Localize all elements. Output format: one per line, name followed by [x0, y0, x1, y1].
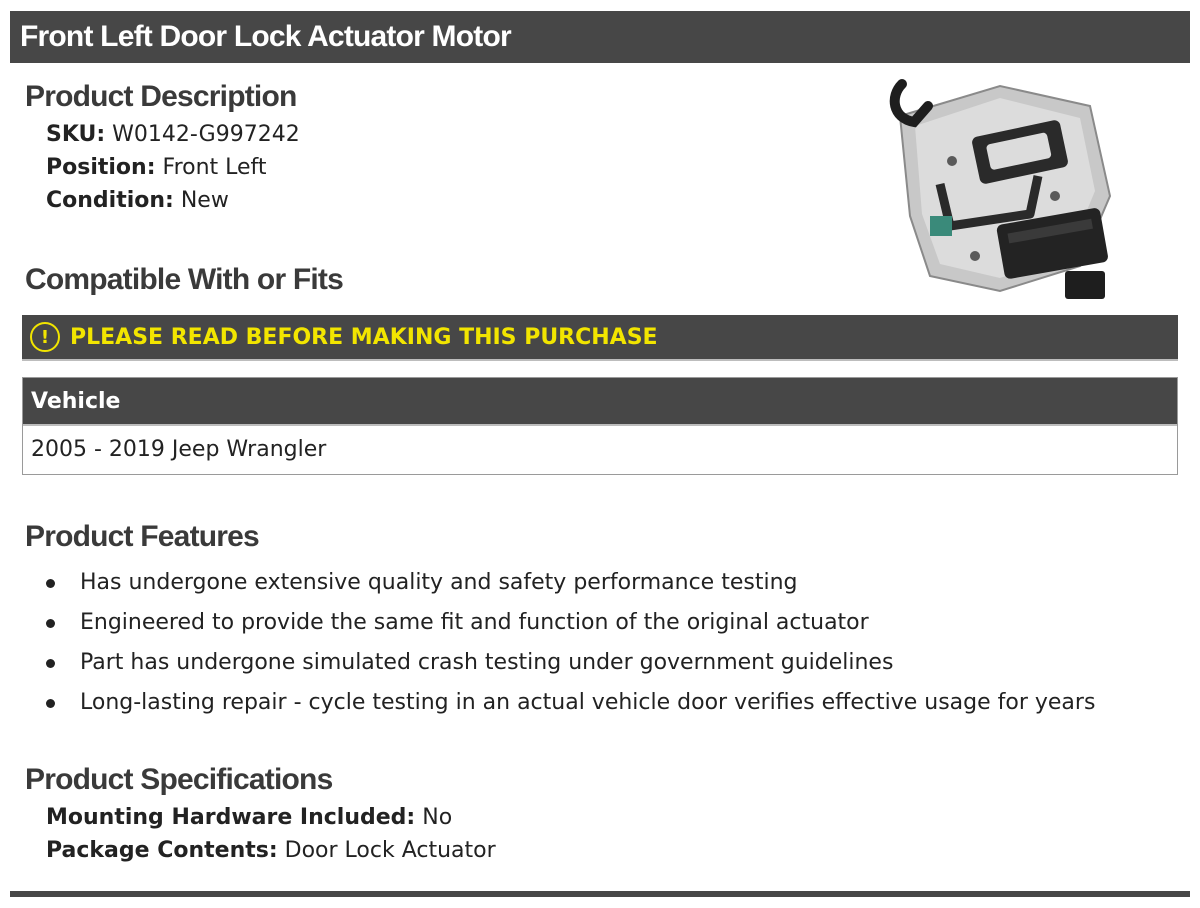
condition-label: Condition:	[46, 188, 174, 213]
condition-value: New	[180, 188, 229, 213]
list-item	[46, 686, 1095, 726]
bullet-icon	[46, 659, 55, 668]
product-specifications-heading: Product Specifications	[25, 763, 333, 796]
mounting-hardware-line	[46, 805, 452, 830]
sku-label: SKU:	[46, 122, 106, 147]
product-features-heading: Product Features	[25, 520, 259, 553]
list-item	[46, 606, 1095, 646]
bullet-icon	[46, 579, 55, 588]
mounting-hardware-label: Mounting Hardware Included:	[46, 805, 416, 830]
list-item	[46, 566, 1095, 606]
condition-line	[46, 188, 229, 213]
position-value: Front Left	[162, 155, 267, 180]
sku-line	[46, 122, 300, 147]
feature-text: Long-lasting repair - cycle testing in an actual vehicle door verifies effective usage for years	[80, 690, 1096, 715]
position-label: Position:	[46, 155, 156, 180]
feature-text: Has undergone extensive quality and safety performance testing	[80, 570, 798, 595]
bullet-icon	[46, 699, 55, 708]
feature-text: Engineered to provide the same fit and function of the original actuator	[80, 610, 869, 635]
mounting-hardware-value: No	[422, 805, 453, 830]
position-line	[46, 155, 267, 180]
features-list	[46, 566, 1095, 726]
compatibility-heading: Compatible With or Fits	[25, 263, 343, 296]
feature-text: Part has undergone simulated crash testing under government guidelines	[80, 650, 894, 675]
vehicle-fitment-table	[22, 377, 1178, 475]
table-row: 2005 - 2019 Jeep Wrangler	[31, 437, 327, 462]
product-description-heading: Product Description	[25, 80, 297, 113]
package-contents-line	[46, 838, 496, 863]
vehicle-column-header: Vehicle	[23, 378, 1177, 426]
sku-value: W0142-G997242	[112, 122, 300, 147]
exclamation-circle-icon: !	[30, 322, 60, 352]
page-title: Front Left Door Lock Actuator Motor	[10, 11, 1190, 63]
package-contents-label: Package Contents:	[46, 838, 278, 863]
list-item	[46, 646, 1095, 686]
product-image	[880, 66, 1120, 306]
purchase-warning-text: PLEASE READ BEFORE MAKING THIS PURCHASE	[70, 324, 658, 350]
package-contents-value: Door Lock Actuator	[284, 838, 496, 863]
bottom-divider	[10, 891, 1190, 897]
bullet-icon	[46, 619, 55, 628]
purchase-warning-banner	[22, 315, 1178, 361]
